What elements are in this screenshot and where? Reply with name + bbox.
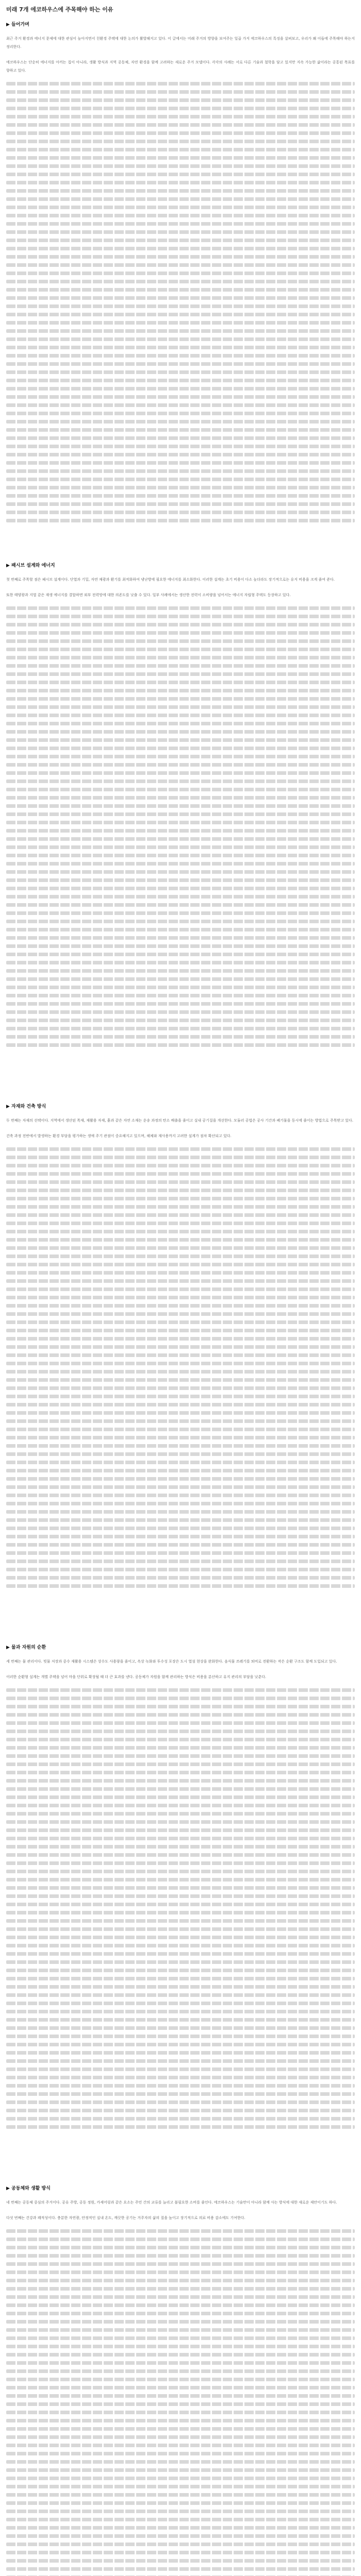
text-line	[6, 1584, 355, 1588]
text-line	[6, 854, 355, 857]
text-line	[6, 2386, 355, 2389]
text-line	[6, 1213, 355, 1217]
text-line	[6, 1378, 355, 1382]
text-line	[6, 722, 355, 725]
text-line	[6, 1705, 355, 1708]
text-line	[6, 123, 355, 127]
text-line	[6, 1271, 355, 1275]
text-line	[6, 2328, 355, 2332]
text-line	[6, 911, 355, 915]
text-line	[6, 107, 355, 110]
text-line	[6, 1477, 355, 1481]
text-line	[6, 2394, 355, 2398]
text-line	[6, 961, 355, 964]
paragraph: 두 번째는 자재의 선택이다. 지역에서 생산된 목재, 재활용 자재, 흙과 같은 자연 소재는 운송 과정의 탄소 배출을 줄이고 실내 공기질을 개선한다. 모듈러 공법은 공사 기간과 폐기물을 동시에 줄이는 방법으로 주목받고 있다.	[6, 1118, 353, 1123]
text-line	[6, 247, 355, 250]
text-line	[6, 920, 355, 923]
text-line	[6, 986, 355, 989]
text-line	[6, 1713, 355, 1717]
text-line	[6, 837, 355, 841]
section-water-cycle	[6, 1643, 355, 2133]
text-line	[6, 1952, 355, 1956]
text-line	[6, 1222, 355, 1225]
text-line	[6, 788, 355, 791]
text-line	[6, 1180, 355, 1184]
text-line	[6, 606, 355, 610]
text-line	[6, 2559, 355, 2563]
text-line	[6, 1411, 355, 1415]
text-line	[6, 730, 355, 734]
text-line	[6, 1019, 355, 1022]
text-line	[6, 206, 355, 209]
text-line	[6, 1043, 355, 1047]
text-line	[6, 2018, 355, 2022]
text-line	[6, 2010, 355, 2013]
text-line	[6, 1543, 355, 1547]
text-line	[6, 664, 355, 668]
text-line	[6, 1804, 355, 1807]
text-line	[6, 2238, 355, 2241]
text-line	[6, 672, 355, 676]
text-line	[6, 214, 355, 217]
text-line	[6, 1762, 355, 1766]
text-line	[6, 1551, 355, 1555]
text-line	[6, 1337, 355, 1341]
text-line	[6, 1436, 355, 1439]
text-line	[6, 1428, 355, 1431]
text-line	[6, 337, 355, 341]
text-line	[6, 346, 355, 349]
text-line	[6, 494, 355, 498]
text-line	[6, 2320, 355, 2324]
text-line	[6, 697, 355, 701]
text-line	[6, 189, 355, 193]
paragraph: 이러한 순환형 설계는 개별 주택을 넘어 마을 단위로 확장될 때 더 큰 효과를 낸다. 공동체가 자원을 함께 관리하는 방식은 비용을 분산하고 유지 관리의 부담을 낮춘다.	[6, 1675, 267, 1679]
text-line	[6, 936, 355, 940]
text-line	[6, 2067, 355, 2071]
text-line	[6, 1386, 355, 1390]
text-line	[6, 1035, 355, 1039]
text-line	[6, 953, 355, 956]
text-line	[6, 379, 355, 382]
text-line	[6, 296, 355, 300]
text-line	[6, 1535, 355, 1538]
text-line	[6, 2526, 355, 2530]
text-line	[6, 1878, 355, 1882]
text-line	[6, 1320, 355, 1324]
text-line	[6, 1485, 355, 1489]
text-line	[6, 2059, 355, 2063]
text-line	[6, 887, 355, 890]
section-materials	[6, 1103, 355, 1592]
text-line	[6, 321, 355, 325]
text-line	[6, 1977, 355, 1980]
section-intro	[6, 21, 355, 527]
text-line	[6, 2551, 355, 2554]
text-line	[6, 812, 355, 816]
text-line	[6, 2452, 355, 2455]
section-heading: ▶ 공동체와 생활 방식	[6, 2186, 51, 2191]
text-line	[6, 1576, 355, 1580]
text-line	[6, 755, 355, 758]
text-line	[6, 623, 355, 626]
text-line	[6, 2361, 355, 2365]
text-line	[6, 2026, 355, 2030]
text-line	[6, 1304, 355, 1308]
text-line	[6, 2092, 355, 2096]
text-line	[6, 2477, 355, 2480]
text-line	[6, 771, 355, 775]
text-line	[6, 689, 355, 692]
text-line	[6, 903, 355, 907]
paragraph: 세 번째는 물 관리이다. 빗물 저장과 중수 재활용 시스템은 상수도 사용량을 줄이고, 옥상 녹화와 투수성 포장은 도시 열섬 현상을 완화한다. 음식물 쓰레기를 퇴비로 전환하는 작은 순환 구조도 함께 도입되고 있다.	[6, 1659, 337, 1664]
text-line	[6, 304, 355, 308]
text-line	[6, 1329, 355, 1332]
text-line	[6, 1296, 355, 1299]
text-line	[6, 1147, 355, 1151]
text-line	[6, 1985, 355, 1989]
text-line	[6, 1518, 355, 1522]
text-line	[6, 230, 355, 234]
text-line	[6, 2125, 355, 2129]
paragraph: 다섯 번째는 건강과 쾌적성이다. 충분한 자연광, 안정적인 실내 온도, 깨끗한 공기는 거주자의 삶의 질을 높이고 장기적으로 의료 비용 감소에도 기여한다.	[6, 2216, 245, 2220]
text-line	[6, 977, 355, 981]
text-line	[6, 263, 355, 267]
text-line	[6, 2460, 355, 2464]
text-line	[6, 895, 355, 899]
text-line	[6, 2435, 355, 2439]
text-line	[6, 796, 355, 800]
text-line	[6, 2543, 355, 2546]
text-line	[6, 2402, 355, 2406]
text-line	[6, 1787, 355, 1791]
text-line	[6, 98, 355, 102]
text-line	[6, 1230, 355, 1233]
text-line	[6, 313, 355, 316]
text-line	[6, 1568, 355, 1571]
text-line	[6, 173, 355, 176]
text-line	[6, 2485, 355, 2488]
text-line	[6, 2287, 355, 2291]
text-line	[6, 1730, 355, 1733]
text-line	[6, 2510, 355, 2513]
text-line	[6, 1903, 355, 1906]
text-line	[6, 90, 355, 94]
text-line	[6, 804, 355, 808]
text-line	[6, 1164, 355, 1167]
paragraph: 최근 주거 환경과 에너지 문제에 대한 관심이 높아지면서 친환경 주택에 대한 논의가 활발해지고 있다. 이 글에서는 미래 주거의 방향을 보여주는 일곱 가지 에코하우스의 특징을 살펴보고, 우리가 왜 이들에 주목해야 하는지 정리한다.	[6, 37, 355, 49]
text-line	[6, 387, 355, 391]
section-heading: ▶ 들어가며	[6, 22, 29, 27]
text-line	[6, 148, 355, 151]
text-line	[6, 1395, 355, 1398]
text-line	[6, 2378, 355, 2381]
text-line	[6, 1738, 355, 1741]
text-line	[6, 1419, 355, 1423]
text-line	[6, 1721, 355, 1725]
text-line	[6, 1853, 355, 1857]
text-line	[6, 2468, 355, 2472]
text-line	[6, 1027, 355, 1030]
text-line	[6, 1156, 355, 1159]
text-line	[6, 1911, 355, 1914]
text-line	[6, 1444, 355, 1448]
text-line	[6, 1452, 355, 1456]
text-line	[6, 1927, 355, 1931]
text-line	[6, 1944, 355, 1947]
text-line	[6, 862, 355, 866]
text-line	[6, 714, 355, 717]
text-line	[6, 403, 355, 407]
text-line	[6, 469, 355, 473]
text-line	[6, 1403, 355, 1406]
text-line	[6, 870, 355, 874]
text-line	[6, 2444, 355, 2447]
text-line	[6, 878, 355, 882]
text-line	[6, 656, 355, 659]
section-passive-design	[6, 562, 355, 1052]
paragraph: 에코하우스는 단순히 에너지를 아끼는 집이 아니라, 생활 방식과 지역 공동체, 자연 환경을 함께 고려하는 새로운 주거 모델이다. 각각의 사례는 서로 다른 기술과 철학을 담고 있지만 지속 가능한 삶이라는 공통된 목표를 향하고 있다.	[6, 60, 355, 73]
text-line	[6, 2076, 355, 2079]
text-line	[6, 1837, 355, 1840]
text-line	[6, 2295, 355, 2299]
text-line	[6, 1510, 355, 1514]
text-line	[6, 115, 355, 118]
text-line	[6, 272, 355, 275]
text-line	[6, 2411, 355, 2414]
text-line	[6, 1172, 355, 1176]
text-line	[6, 1279, 355, 1283]
text-line	[6, 280, 355, 283]
text-line	[6, 2051, 355, 2055]
text-line	[6, 2117, 355, 2121]
text-line	[6, 1197, 355, 1200]
text-line	[6, 2100, 355, 2104]
text-line	[6, 1845, 355, 1849]
text-line	[6, 222, 355, 226]
text-line	[6, 82, 355, 86]
text-line	[6, 478, 355, 481]
text-line	[6, 1688, 355, 1692]
text-line	[6, 1469, 355, 1472]
text-line	[6, 829, 355, 833]
section-community	[6, 2184, 355, 2576]
text-line	[6, 511, 355, 514]
text-line	[6, 969, 355, 973]
text-line	[6, 2534, 355, 2538]
text-line	[6, 329, 355, 333]
text-line	[6, 631, 355, 635]
text-line	[6, 2336, 355, 2340]
text-line	[6, 1353, 355, 1357]
text-line	[6, 639, 355, 643]
text-line	[6, 1255, 355, 1258]
text-line	[6, 1362, 355, 1365]
text-line	[6, 648, 355, 651]
text-line	[6, 2229, 355, 2233]
text-line	[6, 1812, 355, 1816]
text-line	[6, 156, 355, 160]
text-line	[6, 131, 355, 135]
text-line	[6, 1461, 355, 1464]
text-line	[6, 705, 355, 709]
text-line	[6, 453, 355, 456]
section-heading: ▶ 자재와 건축 방식	[6, 1104, 46, 1109]
text-line	[6, 944, 355, 948]
text-line	[6, 445, 355, 448]
text-line	[6, 681, 355, 684]
text-line	[6, 1771, 355, 1774]
text-line	[6, 1861, 355, 1865]
document-title: 미래 7개 에코하우스에 주목해야 하는 이유	[6, 6, 113, 13]
text-line	[6, 1919, 355, 1923]
section-heading: ▶ 패시브 설계와 에너지	[6, 563, 55, 568]
text-line	[6, 1494, 355, 1497]
text-line	[6, 1828, 355, 1832]
paragraph: 첫 번째로 주목할 점은 패시브 설계이다. 단열과 기밀, 자연 채광과 환기를 최적화하여 냉난방에 필요한 에너지를 최소화한다. 이러한 설계는 초기 비용이 다소 높더라도 장기적으로는 유지 비용을 크게 줄여 준다.	[6, 578, 335, 582]
text-line	[6, 1886, 355, 1890]
text-line	[6, 2312, 355, 2315]
text-line	[6, 412, 355, 415]
paragraph: 건축 과정 전반에서 발생하는 환경 부담을 평가하는 생애 주기 관점이 중요해지고 있으며, 해체와 재사용까지 고려한 설계가 점차 확산되고 있다.	[6, 1134, 232, 1138]
text-line	[6, 140, 355, 143]
text-line	[6, 1960, 355, 1964]
text-line	[6, 1205, 355, 1209]
text-line	[6, 461, 355, 465]
text-line	[6, 164, 355, 168]
text-line	[6, 1189, 355, 1192]
text-line	[6, 994, 355, 997]
text-line	[6, 181, 355, 184]
text-line	[6, 239, 355, 242]
text-line	[6, 436, 355, 440]
text-line	[6, 2043, 355, 2046]
text-line	[6, 2303, 355, 2307]
text-line	[6, 354, 355, 358]
text-line	[6, 1560, 355, 1563]
text-line	[6, 1246, 355, 1250]
text-line	[6, 2501, 355, 2505]
text-line	[6, 502, 355, 506]
text-line	[6, 2262, 355, 2266]
text-line	[6, 1969, 355, 1972]
text-line	[6, 1779, 355, 1783]
text-line	[6, 255, 355, 259]
text-line	[6, 2270, 355, 2274]
text-line	[6, 2567, 355, 2571]
text-line	[6, 2002, 355, 2005]
section-heading: ▶ 물과 자원의 순환	[6, 1645, 46, 1650]
text-line	[6, 2518, 355, 2521]
text-line	[6, 1527, 355, 1530]
text-line	[6, 1754, 355, 1758]
text-line	[6, 1502, 355, 1505]
text-line	[6, 2427, 355, 2431]
text-line	[6, 763, 355, 767]
text-line	[6, 1002, 355, 1006]
text-line	[6, 362, 355, 366]
text-line	[6, 1894, 355, 1898]
text-line	[6, 845, 355, 849]
text-line	[6, 2493, 355, 2497]
text-line	[6, 2246, 355, 2249]
text-line	[6, 2035, 355, 2038]
text-line	[6, 1936, 355, 1939]
text-line	[6, 738, 355, 742]
text-line	[6, 1010, 355, 1014]
text-line	[6, 1312, 355, 1316]
text-line	[6, 2345, 355, 2348]
text-line	[6, 1370, 355, 1374]
paragraph: 네 번째는 공동체 중심의 주거이다. 공유 주방, 공동 정원, 카셰어링과 같은 요소는 주민 간의 교류를 늘리고 불필요한 소비를 줄인다. 에코하우스는 기술만이 아니라 함께 사는 방식에 대한 새로운 제안이기도 하다.	[6, 2200, 337, 2205]
text-line	[6, 1697, 355, 1700]
text-line	[6, 1345, 355, 1349]
text-line	[6, 2254, 355, 2258]
text-line	[6, 197, 355, 201]
text-line	[6, 615, 355, 618]
text-line	[6, 928, 355, 931]
text-line	[6, 1993, 355, 1997]
text-line	[6, 486, 355, 489]
text-line	[6, 1870, 355, 1873]
text-line	[6, 1238, 355, 1242]
text-line	[6, 2353, 355, 2357]
text-line	[6, 2084, 355, 2088]
paragraph: 또한 태양광과 지열 같은 재생 에너지를 결합하면 외부 전력망에 대한 의존도를 낮출 수 있다. 일부 사례에서는 생산한 전력이 소비량을 넘어서는 에너지 자립형 주택도 등장하고 있다.	[6, 593, 291, 597]
text-line	[6, 1795, 355, 1799]
text-line	[6, 370, 355, 374]
text-line	[6, 428, 355, 432]
text-line	[6, 420, 355, 423]
text-line	[6, 1263, 355, 1266]
text-line	[6, 779, 355, 783]
text-line	[6, 747, 355, 750]
text-line	[6, 2369, 355, 2373]
text-line	[6, 2279, 355, 2282]
text-line	[6, 288, 355, 292]
text-line	[6, 821, 355, 824]
text-line	[6, 1287, 355, 1291]
text-line	[6, 2419, 355, 2422]
text-line	[6, 519, 355, 522]
text-line	[6, 1746, 355, 1750]
text-line	[6, 1820, 355, 1824]
text-line	[6, 395, 355, 399]
text-line	[6, 2109, 355, 2112]
